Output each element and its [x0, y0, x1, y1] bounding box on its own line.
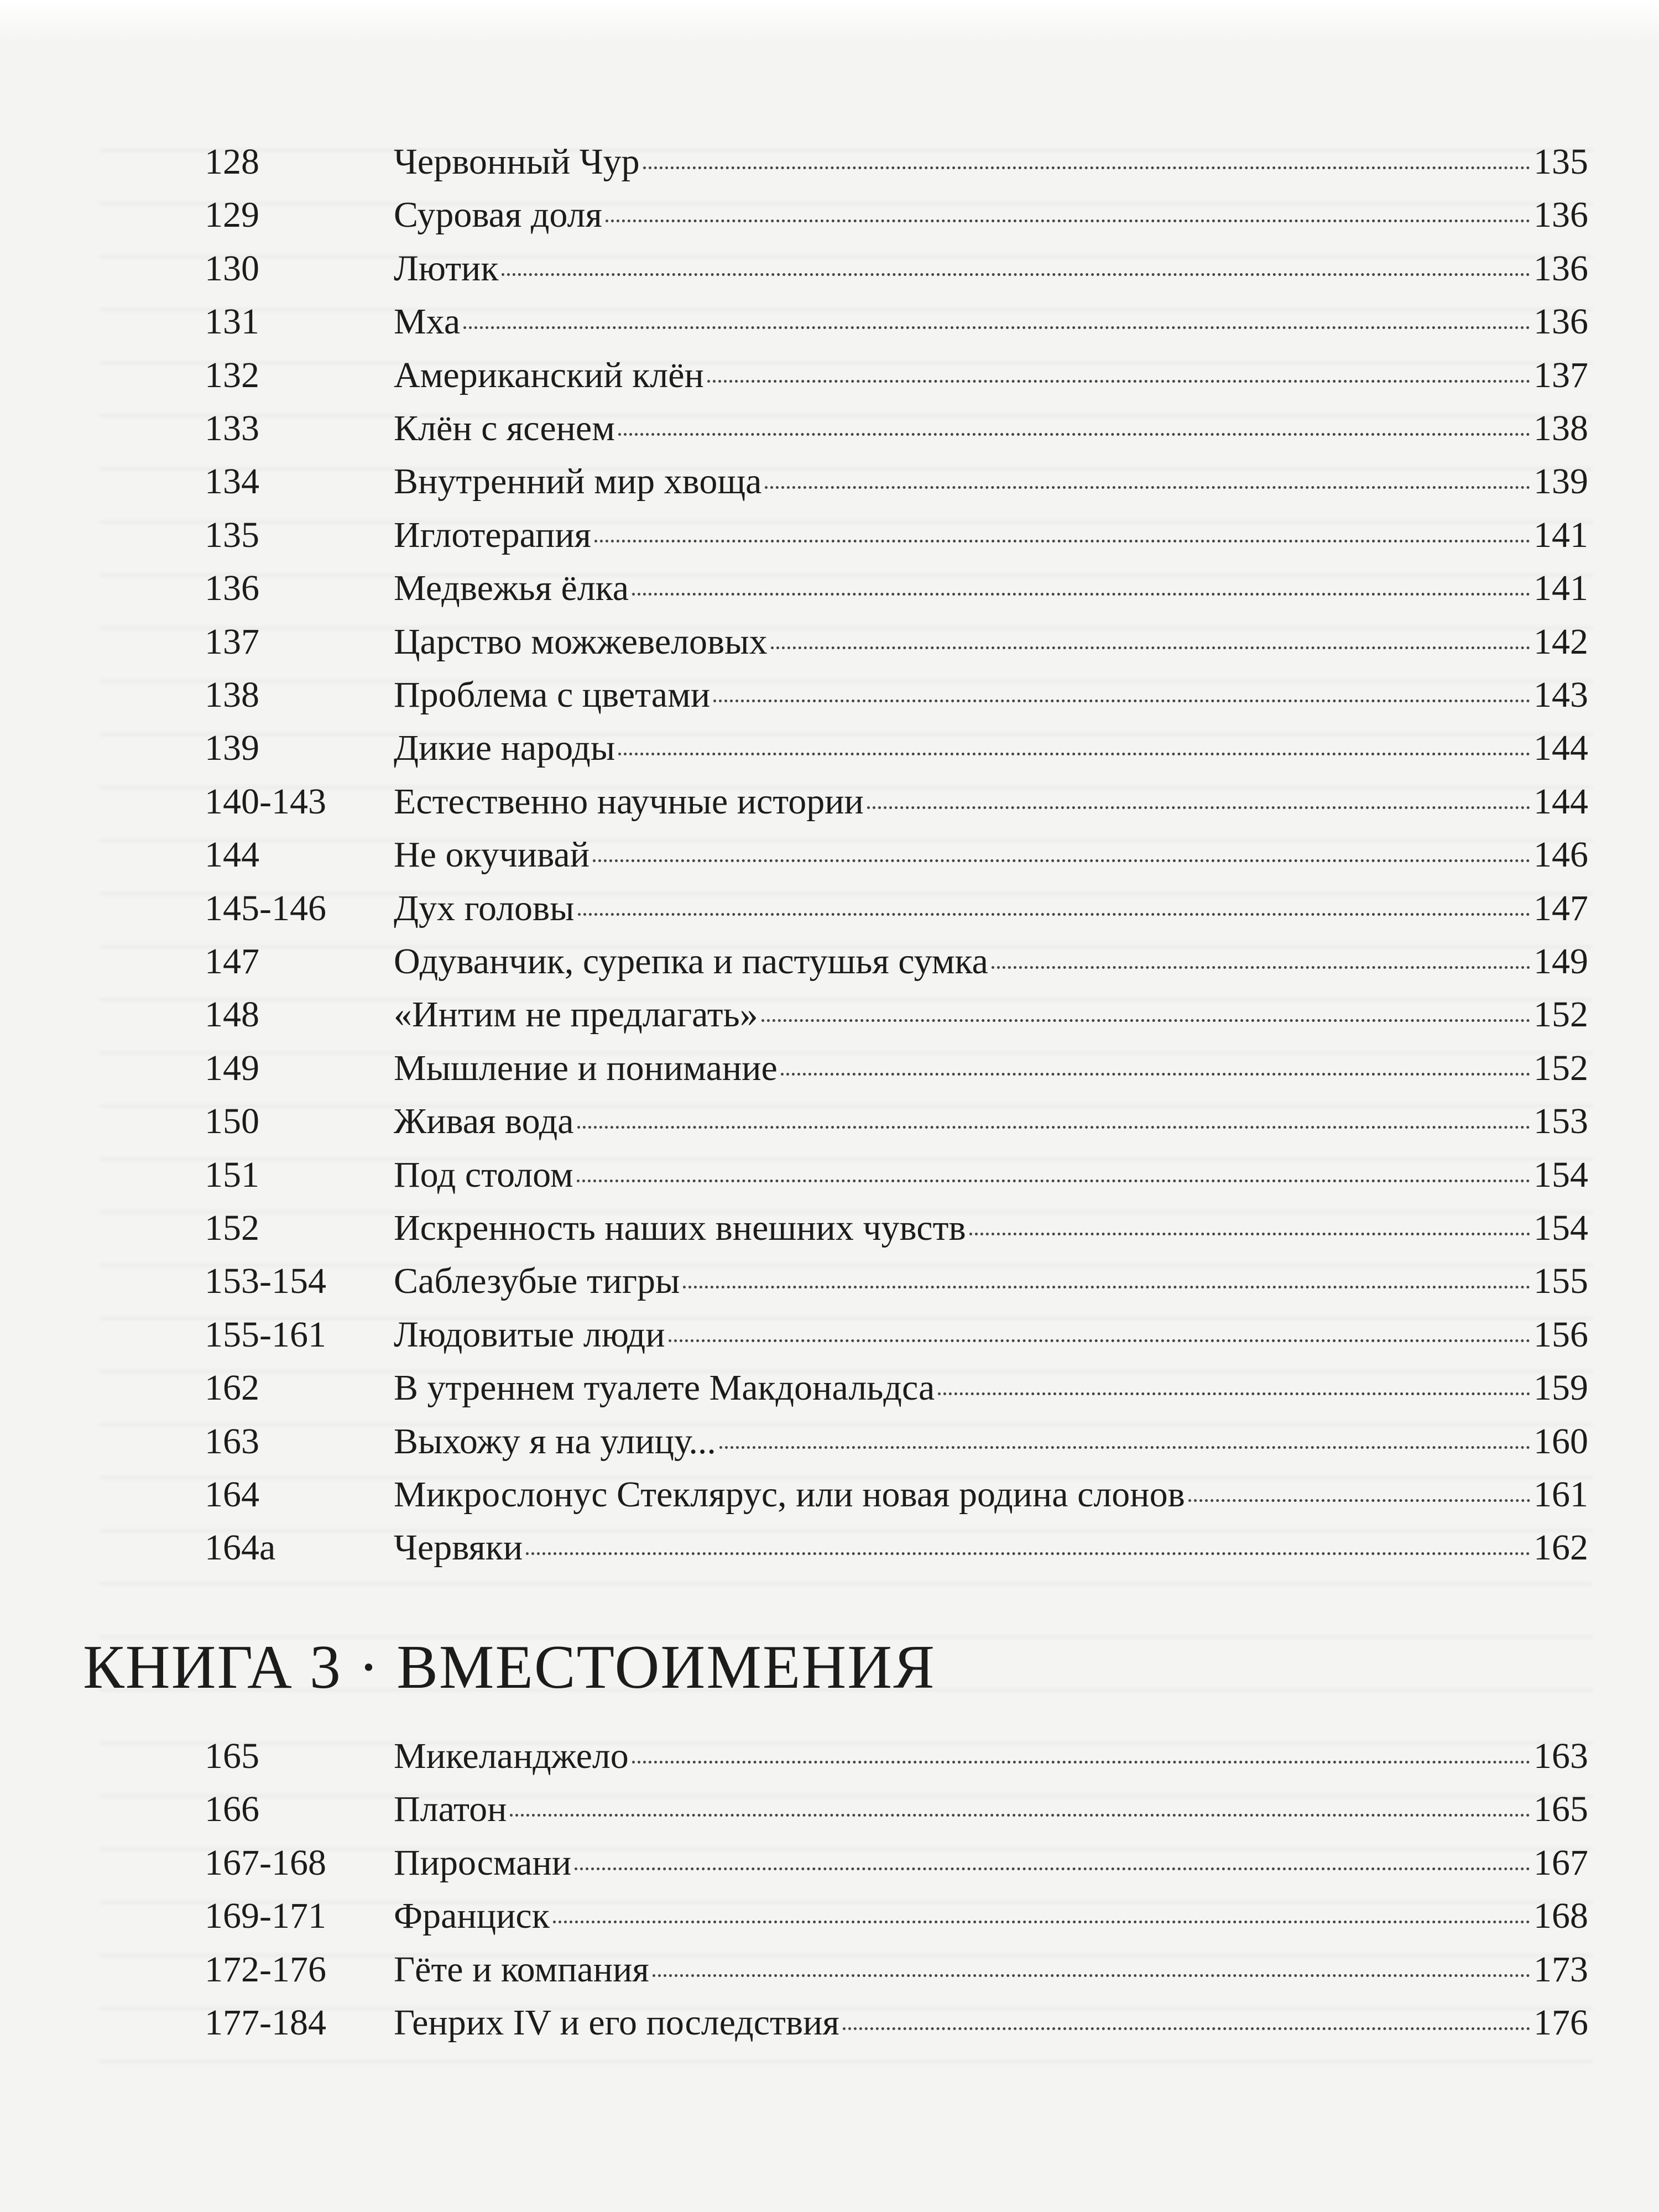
entry-number: 149	[205, 1047, 259, 1088]
toc-entry	[0, 135, 1659, 189]
entry-title: Мха	[394, 301, 461, 342]
entry-line	[394, 242, 1588, 295]
entry-title: Платон	[394, 1789, 507, 1830]
toc-entry	[0, 1042, 1659, 1095]
toc-entry	[0, 1149, 1659, 1202]
toc-entry	[0, 402, 1659, 455]
entry-number: 147	[205, 941, 259, 982]
entry-line	[394, 882, 1588, 935]
dot-leader	[992, 955, 1530, 969]
dot-leader	[713, 688, 1530, 702]
entry-number: 136	[205, 568, 259, 609]
entry-number: 150	[205, 1101, 259, 1142]
dot-leader	[502, 262, 1530, 276]
entry-title: Дух головы	[394, 888, 575, 928]
entry-line	[394, 775, 1588, 828]
toc-entry	[0, 722, 1659, 775]
entry-title: Не окучивай	[394, 834, 590, 875]
entry-page: 147	[1533, 888, 1588, 928]
entry-title: Иглотерапия	[394, 514, 592, 555]
toc-entry	[0, 562, 1659, 615]
entry-line	[394, 1837, 1588, 1890]
entry-page: 144	[1533, 781, 1588, 822]
entry-line	[394, 455, 1588, 508]
entry-line	[394, 189, 1588, 242]
dot-leader	[632, 582, 1530, 596]
entry-page: 136	[1533, 301, 1588, 342]
entry-number: 167-168	[205, 1842, 326, 1883]
entry-line	[394, 935, 1588, 988]
entry-line	[394, 135, 1588, 189]
entry-number: 140-143	[205, 781, 326, 822]
toc-entry	[0, 189, 1659, 242]
dot-leader	[761, 1008, 1530, 1022]
entry-page: 153	[1533, 1101, 1588, 1142]
dot-leader	[618, 422, 1530, 436]
entry-title: Живая вода	[394, 1101, 574, 1142]
entry-page: 137	[1533, 354, 1588, 395]
entry-page: 136	[1533, 248, 1588, 289]
toc-entry	[0, 295, 1659, 348]
dot-leader	[843, 2016, 1530, 2030]
entry-line	[394, 988, 1588, 1041]
dot-leader	[575, 1856, 1530, 1870]
entry-number: 131	[205, 301, 259, 342]
entry-title: Червонный Чур	[394, 142, 640, 182]
entry-line	[394, 1255, 1588, 1308]
entry-page: 176	[1533, 2002, 1588, 2043]
entry-number: 135	[205, 514, 259, 555]
dot-leader	[577, 1115, 1530, 1129]
toc-entry	[0, 615, 1659, 669]
toc-entry	[0, 1943, 1659, 1996]
toc-entry	[0, 1202, 1659, 1255]
entry-line	[394, 1890, 1588, 1943]
entry-number: 153-154	[205, 1261, 326, 1302]
toc-entry	[0, 1468, 1659, 1521]
entry-number: 130	[205, 248, 259, 289]
toc-entry	[0, 1783, 1659, 1836]
entry-title: Саблезубые тигры	[394, 1261, 680, 1302]
entry-title: Суровая доля	[394, 195, 602, 236]
entry-title: Червяки	[394, 1527, 523, 1568]
dot-leader	[463, 315, 1530, 329]
entry-page: 146	[1533, 834, 1588, 875]
entry-line	[394, 1202, 1588, 1255]
entry-number: 139	[205, 728, 259, 769]
entry-line	[394, 1361, 1588, 1415]
entry-page: 165	[1533, 1789, 1588, 1830]
entry-line	[394, 615, 1588, 669]
entry-line	[394, 1149, 1588, 1202]
entry-number: 152	[205, 1208, 259, 1248]
toc-entry	[0, 455, 1659, 508]
entry-number: 166	[205, 1789, 259, 1830]
entry-page: 168	[1533, 1896, 1588, 1937]
entry-title: Франциск	[394, 1896, 550, 1937]
entry-number: 144	[205, 834, 259, 875]
entry-page: 161	[1533, 1474, 1588, 1515]
entry-number: 162	[205, 1368, 259, 1408]
entry-page: 155	[1533, 1261, 1588, 1302]
entry-page: 149	[1533, 941, 1588, 982]
entry-page: 152	[1533, 1047, 1588, 1088]
dot-leader	[1188, 1488, 1530, 1502]
entry-page: 156	[1533, 1314, 1588, 1355]
entry-number: 169-171	[205, 1896, 326, 1937]
entry-number: 177-184	[205, 2002, 326, 2043]
entry-page: 173	[1533, 1949, 1588, 1990]
entry-line	[394, 722, 1588, 775]
entry-page: 141	[1533, 568, 1588, 609]
entry-page: 154	[1533, 1208, 1588, 1248]
dot-leader	[969, 1222, 1530, 1235]
entry-line	[394, 1521, 1588, 1574]
entry-page: 154	[1533, 1154, 1588, 1195]
entry-number: 151	[205, 1154, 259, 1195]
entry-title: Микрослонус Стеклярус, или новая родина слонов	[394, 1474, 1185, 1515]
entry-title: Генрих IV и его последствия	[394, 2002, 839, 2043]
dot-leader	[632, 1750, 1530, 1764]
toc-entry	[0, 1996, 1659, 2049]
dot-leader	[771, 635, 1530, 649]
entry-line	[394, 1730, 1588, 1783]
entry-line	[394, 1415, 1588, 1468]
toc-entry	[0, 1890, 1659, 1943]
entry-page: 138	[1533, 408, 1588, 448]
toc-entry	[0, 1308, 1659, 1361]
dot-leader	[510, 1803, 1530, 1817]
entry-title: Выхожу я на улицу...	[394, 1421, 716, 1462]
dot-leader	[594, 529, 1530, 542]
dot-leader	[781, 1062, 1530, 1076]
entry-title: Медвежья ёлка	[394, 568, 629, 609]
section-heading: КНИГА 3 · ВМЕСТОИМЕНИЯ	[83, 1633, 936, 1702]
dot-leader	[606, 208, 1530, 222]
entry-line	[394, 828, 1588, 881]
dot-leader	[707, 369, 1530, 383]
entry-title: Проблема с цветами	[394, 675, 711, 715]
entry-line	[394, 1468, 1588, 1521]
entry-page: 135	[1533, 142, 1588, 182]
toc-entry	[0, 988, 1659, 1041]
entry-title: Микеланджело	[394, 1736, 629, 1776]
dot-leader	[526, 1541, 1530, 1555]
entry-title: Внутренний мир хвоща	[394, 461, 762, 502]
entry-title: Клён с ясенем	[394, 408, 615, 448]
toc-entry	[0, 1361, 1659, 1415]
toc-entry	[0, 1415, 1659, 1468]
entry-number: 138	[205, 675, 259, 715]
entry-title: Естественно научные истории	[394, 781, 864, 822]
entry-line	[394, 669, 1588, 722]
entry-page: 141	[1533, 514, 1588, 555]
dot-leader	[577, 1168, 1530, 1182]
entry-page: 142	[1533, 621, 1588, 662]
entry-page: 136	[1533, 195, 1588, 236]
toc-entry	[0, 509, 1659, 562]
entry-title: В утреннем туалете Макдональдса	[394, 1368, 935, 1408]
entry-title: Царство можжевеловых	[394, 621, 768, 662]
dot-leader	[719, 1435, 1530, 1449]
toc-entry	[0, 1521, 1659, 1574]
entry-page: 143	[1533, 675, 1588, 715]
entry-title: Под столом	[394, 1154, 573, 1195]
toc-entry	[0, 349, 1659, 402]
toc-entry	[0, 669, 1659, 722]
entry-title: Американский клён	[394, 354, 704, 395]
dot-leader	[938, 1381, 1530, 1395]
toc-entry	[0, 1837, 1659, 1890]
entry-line	[394, 509, 1588, 562]
entry-title: Людовитые люди	[394, 1314, 665, 1355]
entry-page: 163	[1533, 1736, 1588, 1776]
dot-leader	[593, 848, 1530, 862]
dot-leader	[618, 742, 1530, 755]
entry-number: 164	[205, 1474, 259, 1515]
entry-page: 144	[1533, 728, 1588, 769]
entry-line	[394, 402, 1588, 455]
entry-line	[394, 1996, 1588, 2049]
entry-number: 155-161	[205, 1314, 326, 1355]
toc-entry	[0, 1255, 1659, 1308]
entry-number: 128	[205, 142, 259, 182]
entry-title: Одуванчик, сурепка и пастушья сумка	[394, 941, 988, 982]
entry-line	[394, 1943, 1588, 1996]
dot-leader	[683, 1275, 1530, 1288]
dot-leader	[765, 475, 1530, 489]
entry-title: Гёте и компания	[394, 1949, 649, 1990]
entry-page: 139	[1533, 461, 1588, 502]
entry-page: 167	[1533, 1842, 1588, 1883]
entry-title: Дикие народы	[394, 728, 615, 769]
dot-leader	[669, 1328, 1530, 1342]
page-edge	[0, 0, 1659, 44]
toc-entry	[0, 828, 1659, 881]
dot-leader	[553, 1910, 1530, 1923]
entry-page: 162	[1533, 1527, 1588, 1568]
entry-line	[394, 1783, 1588, 1836]
entry-title: Мышление и понимание	[394, 1047, 778, 1088]
entry-line	[394, 295, 1588, 348]
entry-page: 152	[1533, 994, 1588, 1035]
entry-line	[394, 1095, 1588, 1148]
toc-entry	[0, 242, 1659, 295]
entry-number: 137	[205, 621, 259, 662]
dot-leader	[653, 1963, 1530, 1977]
dot-leader	[578, 902, 1530, 916]
entry-number: 165	[205, 1736, 259, 1776]
entry-number: 163	[205, 1421, 259, 1462]
entry-line	[394, 1308, 1588, 1361]
entry-title: Искренность наших внешних чувств	[394, 1208, 966, 1248]
entry-number: 133	[205, 408, 259, 448]
entry-number: 148	[205, 994, 259, 1035]
dot-leader	[867, 795, 1530, 809]
entry-number: 172-176	[205, 1949, 326, 1990]
toc-entry	[0, 1730, 1659, 1783]
entry-line	[394, 1042, 1588, 1095]
entry-title: Лютик	[394, 248, 499, 289]
entry-number: 132	[205, 354, 259, 395]
toc-entry	[0, 775, 1659, 828]
entry-number: 164а	[205, 1527, 276, 1568]
entry-number: 129	[205, 195, 259, 236]
toc-entry	[0, 882, 1659, 935]
entry-page: 159	[1533, 1368, 1588, 1408]
entry-page: 160	[1533, 1421, 1588, 1462]
entry-title: Пиросмани	[394, 1842, 572, 1883]
entry-number: 145-146	[205, 888, 326, 928]
entry-number: 134	[205, 461, 259, 502]
entry-title: «Интим не предлагать»	[394, 994, 758, 1035]
toc-entry	[0, 935, 1659, 988]
toc-entry	[0, 1095, 1659, 1148]
entry-line	[394, 349, 1588, 402]
dot-leader	[643, 155, 1530, 169]
entry-line	[394, 562, 1588, 615]
